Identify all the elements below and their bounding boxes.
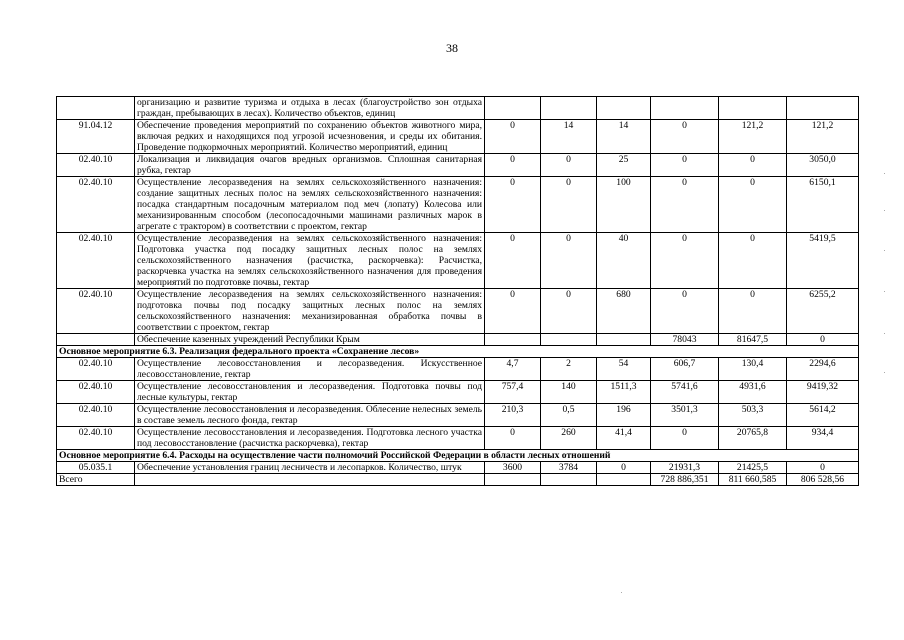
activity-code: 02.40.10 bbox=[57, 289, 135, 334]
value-cell bbox=[485, 97, 541, 120]
value-cell: 1511,3 bbox=[597, 381, 651, 404]
value-cell: 20765,8 bbox=[719, 427, 787, 450]
value-cell: 0 bbox=[541, 233, 597, 289]
activity-code: 02.40.10 bbox=[57, 427, 135, 450]
value-cell: 0 bbox=[541, 177, 597, 233]
value-cell: 0 bbox=[541, 289, 597, 334]
value-cell: 0 bbox=[485, 120, 541, 154]
program-activities-table bbox=[56, 96, 859, 486]
activity-code bbox=[57, 97, 135, 120]
value-cell: 81647,5 bbox=[719, 334, 787, 346]
value-cell: 0 bbox=[651, 154, 719, 177]
value-cell: 0 bbox=[719, 154, 787, 177]
activity-code: 02.40.10 bbox=[57, 381, 135, 404]
value-cell: 54 bbox=[597, 358, 651, 381]
value-cell: 3600 bbox=[485, 462, 541, 474]
table-row bbox=[57, 462, 859, 474]
value-cell: 0 bbox=[719, 289, 787, 334]
activity-description: Локализация и ликвидация очагов вредных организмов. Сплошная санитарная рубка, гектар bbox=[135, 154, 485, 177]
activity-description: Осуществление лесоразведения на землях сельскохозяйственного назначения: Подготовка участка под посадку защитных лесных полос на землях сельскохозяйственного назначения (расчистка, раскорчевка): Расчистка, раскорчевка участка на землях сельскохозяйственного назначения для проведения мероприятий по подготовке почвы, гектар bbox=[135, 233, 485, 289]
value-cell: 0 bbox=[485, 177, 541, 233]
table-row bbox=[57, 404, 859, 427]
activity-description: Обеспечение казенных учреждений Республики Крым bbox=[135, 334, 485, 346]
table-row bbox=[57, 154, 859, 177]
value-cell: 503,3 bbox=[719, 404, 787, 427]
value-cell bbox=[485, 334, 541, 346]
value-cell: 0 bbox=[719, 177, 787, 233]
value-cell: 0,5 bbox=[541, 404, 597, 427]
value-cell: 41,4 bbox=[597, 427, 651, 450]
activity-code: 05.035.1 bbox=[57, 462, 135, 474]
value-cell: 6150,1 bbox=[787, 177, 859, 233]
activity-description: Осуществление лесовосстановления и лесоразведения. Подготовка почвы под лесные культуры, гектар bbox=[135, 381, 485, 404]
value-cell: 196 bbox=[597, 404, 651, 427]
value-cell: 14 bbox=[541, 120, 597, 154]
value-cell bbox=[485, 474, 541, 486]
value-cell bbox=[541, 474, 597, 486]
activity-description: Осуществление лесовосстановления и лесоразведения. Подготовка лесного участка под лесовосстановление (расчистка раскорчевка), гектар bbox=[135, 427, 485, 450]
table-row bbox=[57, 233, 859, 289]
activity-code: 02.40.10 bbox=[57, 177, 135, 233]
value-cell: 121,2 bbox=[719, 120, 787, 154]
value-cell: 14 bbox=[597, 120, 651, 154]
value-cell: 934,4 bbox=[787, 427, 859, 450]
value-cell: 130,4 bbox=[719, 358, 787, 381]
value-cell: 40 bbox=[597, 233, 651, 289]
total-row bbox=[57, 474, 859, 486]
value-cell: 3501,3 bbox=[651, 404, 719, 427]
table-row bbox=[57, 427, 859, 450]
value-cell: 757,4 bbox=[485, 381, 541, 404]
table-row bbox=[57, 97, 859, 120]
activity-description: Осуществление лесовосстановления и лесоразведения. Облесение нелесных земель в составе земель лесного фонда, гектар bbox=[135, 404, 485, 427]
value-cell: 21425,5 bbox=[719, 462, 787, 474]
value-cell bbox=[541, 97, 597, 120]
value-cell bbox=[541, 334, 597, 346]
table-row bbox=[57, 177, 859, 233]
value-cell bbox=[651, 97, 719, 120]
value-cell: 5741,6 bbox=[651, 381, 719, 404]
value-cell: 121,2 bbox=[787, 120, 859, 154]
value-cell: 0 bbox=[597, 462, 651, 474]
activity-code bbox=[57, 334, 135, 346]
activity-code: 02.40.10 bbox=[57, 233, 135, 289]
value-cell: 5419,5 bbox=[787, 233, 859, 289]
value-cell: 0 bbox=[485, 427, 541, 450]
value-cell: 3784 bbox=[541, 462, 597, 474]
table-row bbox=[57, 120, 859, 154]
value-cell: 5614,2 bbox=[787, 404, 859, 427]
table-row bbox=[57, 334, 859, 346]
value-cell: 4,7 bbox=[485, 358, 541, 381]
activity-description bbox=[135, 474, 485, 486]
value-cell: 0 bbox=[787, 334, 859, 346]
activity-code: 91.04.12 bbox=[57, 120, 135, 154]
value-cell: 4931,6 bbox=[719, 381, 787, 404]
value-cell: 100 bbox=[597, 177, 651, 233]
value-cell: 2294,6 bbox=[787, 358, 859, 381]
section-header-row bbox=[57, 450, 859, 462]
value-cell: 21931,3 bbox=[651, 462, 719, 474]
section-title: Основное мероприятие 6.3. Реализация федерального проекта «Сохранение лесов» bbox=[57, 346, 859, 358]
activity-code: Всего bbox=[57, 474, 135, 486]
value-cell: 728 886,351 bbox=[651, 474, 719, 486]
activity-code: 02.40.10 bbox=[57, 404, 135, 427]
value-cell bbox=[597, 97, 651, 120]
value-cell: 6255,2 bbox=[787, 289, 859, 334]
value-cell: 78043 bbox=[651, 334, 719, 346]
activity-description: Осуществление лесовосстановления и лесоразведения. Искусственное лесовосстановление, гектар bbox=[135, 358, 485, 381]
value-cell: 210,3 bbox=[485, 404, 541, 427]
activity-code: 02.40.10 bbox=[57, 358, 135, 381]
value-cell: 0 bbox=[787, 462, 859, 474]
value-cell: 9419,32 bbox=[787, 381, 859, 404]
value-cell: 0 bbox=[651, 289, 719, 334]
value-cell: 2 bbox=[541, 358, 597, 381]
value-cell: 680 bbox=[597, 289, 651, 334]
activity-code: 02.40.10 bbox=[57, 154, 135, 177]
section-title: Основное мероприятие 6.4. Расходы на осуществление части полномочий Российской Федерации в области лесных отношений bbox=[57, 450, 859, 462]
page-number: 38 bbox=[446, 41, 458, 55]
value-cell: 260 bbox=[541, 427, 597, 450]
table-body bbox=[57, 97, 859, 486]
value-cell: 0 bbox=[651, 233, 719, 289]
value-cell: 0 bbox=[651, 120, 719, 154]
value-cell: 0 bbox=[541, 154, 597, 177]
value-cell: 606,7 bbox=[651, 358, 719, 381]
table-row bbox=[57, 358, 859, 381]
value-cell bbox=[787, 97, 859, 120]
value-cell: 0 bbox=[485, 289, 541, 334]
value-cell bbox=[597, 334, 651, 346]
value-cell: 0 bbox=[485, 233, 541, 289]
activity-description: Обеспечение установления границ лесничеств и лесопарков. Количество, штук bbox=[135, 462, 485, 474]
value-cell bbox=[719, 97, 787, 120]
section-header-row bbox=[57, 346, 859, 358]
activity-description: Обеспечение проведения мероприятий по сохранению объектов животного мира, включая редких и находящихся под угрозой исчезновения, и среды их обитания. Проведение подкормочных мероприятий. Количество мероприятий, единиц bbox=[135, 120, 485, 154]
value-cell: 0 bbox=[651, 427, 719, 450]
value-cell bbox=[597, 474, 651, 486]
value-cell: 811 660,585 bbox=[719, 474, 787, 486]
value-cell: 0 bbox=[719, 233, 787, 289]
value-cell: 25 bbox=[597, 154, 651, 177]
table-row bbox=[57, 289, 859, 334]
activity-description: Осуществление лесоразведения на землях сельскохозяйственного назначения: создание защитных лесных полос на землях сельскохозяйственного назначения: посадка стандартным посадочным материалом под меч (лопату) Колесова или механизированным способом (лесопосадочными машинами различных марок в агрегате с трактором) в соответствии с проектом, гектар bbox=[135, 177, 485, 233]
value-cell: 3050,0 bbox=[787, 154, 859, 177]
table-row bbox=[57, 381, 859, 404]
value-cell: 806 528,56 bbox=[787, 474, 859, 486]
value-cell: 140 bbox=[541, 381, 597, 404]
value-cell: 0 bbox=[651, 177, 719, 233]
value-cell: 0 bbox=[485, 154, 541, 177]
activity-description: Осуществление лесоразведения на землях сельскохозяйственного назначения: подготовка почвы под посадку защитных лесных полос на землях сельскохозяйственного назначения: механизированная обработка почвы в соответствии с проектом, гектар bbox=[135, 289, 485, 334]
activity-description: организацию и развитие туризма и отдыха в лесах (благоустройство зон отдыха граждан, пребывающих в лесах). Количество объектов, единиц bbox=[135, 97, 485, 120]
